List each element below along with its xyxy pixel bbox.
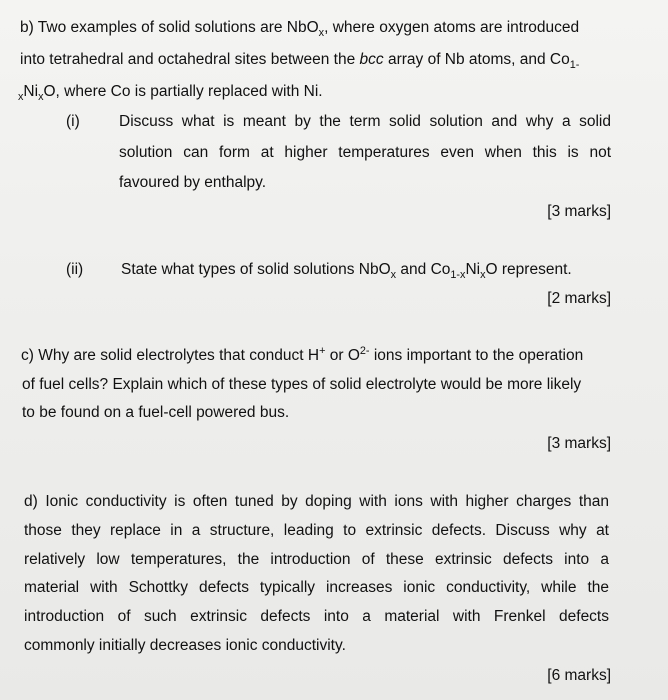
d-line-1: d) Ionic conductivity is often tuned by doping with ions with higher charges than [24, 493, 609, 510]
b-line-1: b) Two examples of solid solutions are NbO$_x$, where oxygen atoms are introduced [20, 19, 580, 40]
d-line-5: introduction of such extrinsic defects into a material with Frenkel defects [24, 608, 609, 625]
b-i-label: (i) [66, 113, 80, 130]
d-line-4: material with Schottky defects typically increases ionic conductivity, while the [24, 579, 609, 596]
c-line-3: to be found on a fuel-cell powered bus. [22, 404, 290, 421]
b-ii-marks: [2 marks] [547, 290, 611, 307]
b-line-3: $_xNi_xO$, where Co is partially replaced with Ni. [18, 83, 323, 104]
b-ii-line: State what types of solid solutions NbO$_x$ and $Co_{1-x}Ni_xO$ represent. [121, 261, 572, 282]
b-i-line-1: Discuss what is meant by the term solid solution and why a solid [119, 113, 611, 130]
b-i-line-3: favoured by enthalpy. [119, 174, 267, 191]
d-line-6: commonly initially decreases ionic conductivity. [24, 637, 346, 654]
b-ii-label: (ii) [66, 261, 84, 278]
b-i-marks: [3 marks] [547, 203, 611, 220]
c-marks: [3 marks] [547, 435, 611, 452]
b-i-line-2: solution can form at higher temperatures even when this is not [119, 144, 611, 161]
d-line-2: those they replace in a structure, leading to extrinsic defects. Discuss why at [24, 522, 609, 539]
c-line-1: c) Why are solid electrolytes that conduct H+ or $O^{2-}$ ions important to the operation [21, 344, 584, 364]
c-line-2: of fuel cells? Explain which of these types of solid electrolyte would be more likely [22, 376, 582, 393]
d-marks: [6 marks] [547, 667, 611, 684]
b-line-2: into tetrahedral and octahedral sites between the bcc array of Nb atoms, and $Co_{1-}$ [20, 51, 580, 72]
d-line-3: relatively low temperatures, the introduction of these extrinsic defects into a [24, 551, 609, 568]
